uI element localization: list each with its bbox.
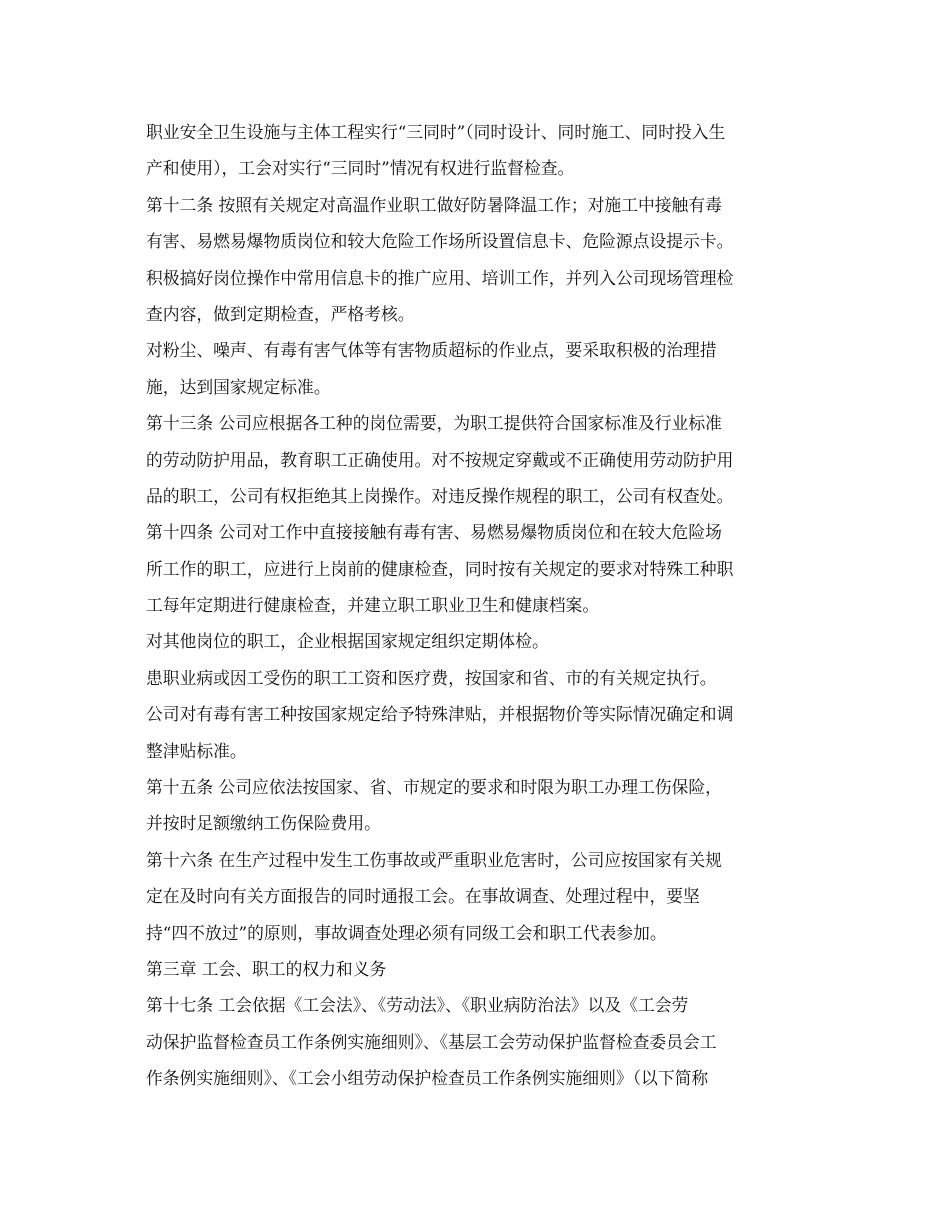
text-line: 第十三条 公司应根据各工种的岗位需要，为职工提供符合国家标准及行业标准 <box>146 413 722 434</box>
text-line: 动保护监督检查员工作条例实施细则》、《基层工会劳动保护监督检查委员会工 <box>146 1031 717 1052</box>
text-line: 第十四条 公司对工作中直接接触有毒有害、易燃易爆物质岗位和在较大危险场 <box>146 522 722 543</box>
text-line: 施，达到国家规定标准。 <box>146 376 331 397</box>
chapter-heading: 第三章 工会、职工的权力和义务 <box>146 958 387 979</box>
text-line: 第十七条 工会依据《工会法》、《劳动法》、《职业病防治法》以及《工会劳 <box>146 995 689 1016</box>
text-line: 对其他岗位的职工，企业根据国家规定组织定期体检。 <box>146 631 549 652</box>
text-line: 职业安全卫生设施与主体工程实行“三同时”（同时设计、同时施工、同时投入生 <box>146 122 726 142</box>
text-line: 所工作的职工，应进行上岗前的健康检查，同时按有关规定的要求对特殊工种职 <box>146 558 734 579</box>
text-line: 第十五条 公司应依法按国家、省、市规定的要求和时限为职工办理工伤保险， <box>146 777 722 798</box>
text-line: 的劳动防护用品，教育职工正确使用。对不按规定穿戴或不正确使用劳动防护用 <box>146 449 734 470</box>
text-line: 作条例实施细则》、《工会小组劳动保护检查员工作条例实施细则》（以下简称 <box>146 1068 709 1089</box>
document-body <box>146 114 811 1097</box>
text-line: 对粉尘、噪声、有毒有害气体等有害物质超标的作业点，要采取积极的治理措 <box>146 340 717 361</box>
text-line: 工每年定期进行健康检查，并建立职工职业卫生和健康档案。 <box>146 595 600 616</box>
text-line: 有害、易燃易爆物质岗位和较大危险工作场所设置信息卡、危险源点设提示卡。 <box>146 231 734 252</box>
text-line: 第十六条 在生产过程中发生工伤事故或严重职业危害时，公司应按国家有关规 <box>146 849 722 870</box>
text-line: 并按时足额缴纳工伤保险费用。 <box>146 813 381 834</box>
text-line: 患职业病或因工受伤的职工工资和医疗费，按国家和省、市的有关规定执行。 <box>146 667 717 688</box>
text-line: 第十二条 按照有关规定对高温作业职工做好防暑降温工作；对施工中接触有毒 <box>146 194 722 215</box>
text-line: 积极搞好岗位操作中常用信息卡的推广应用、培训工作，并列入公司现场管理检 <box>146 267 734 288</box>
text-line: 品的职工，公司有权拒绝其上岗操作。对违反操作规程的职工，公司有权查处。 <box>146 485 734 506</box>
text-line: 定在及时向有关方面报告的同时通报工会。在事故调查、处理过程中，要坚 <box>146 886 700 907</box>
text-line: 查内容，做到定期检查，严格考核。 <box>146 303 415 324</box>
text-line: 公司对有毒有害工种按国家规定给予特殊津贴，并根据物价等实际情况确定和调 <box>146 704 734 725</box>
text-line: 产和使用），工会对实行“三同时”情况有权进行监督检查。 <box>146 158 575 179</box>
text-line: 整津贴标准。 <box>146 740 247 761</box>
text-line: 持“四不放过”的原则，事故调查处理必须有同级工会和职工代表参加。 <box>146 922 667 943</box>
